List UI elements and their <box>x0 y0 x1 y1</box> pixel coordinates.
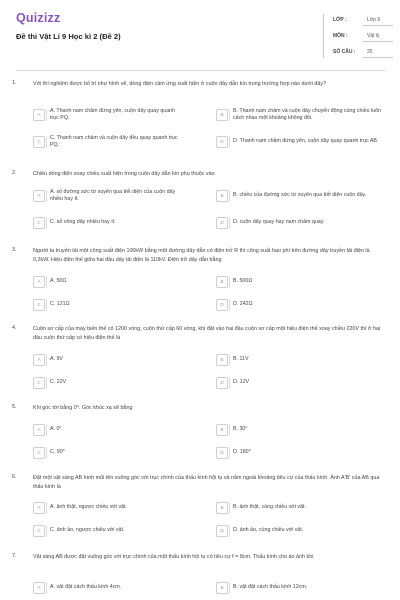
meta-question-count <box>333 46 393 58</box>
option-b[interactable] <box>216 273 388 291</box>
header-divider <box>16 70 385 71</box>
option-c[interactable] <box>33 296 183 314</box>
meta-class-label: LỚP : <box>333 17 347 23</box>
option-text: B. Thanh nam châm và cuộn dây chuyển động cùng chiều luôn cách nhau một khoảng không đổi. <box>233 107 382 121</box>
option-d[interactable] <box>216 133 388 151</box>
question-text: Với thí nghiệm được bố trí như hình vẽ, dòng điện cảm ứng xuất hiện ở cuộn dây dẫn kín trong trường hợp nào dưới đây? <box>33 81 327 87</box>
option-c[interactable] <box>33 133 183 151</box>
option-letter-box: C <box>33 447 45 459</box>
option-text: D. cuộn dây quay hay nam châm quay. <box>233 219 325 226</box>
option-c[interactable] <box>33 522 183 540</box>
option-letter-box: D <box>216 217 228 229</box>
option-letter-box: A <box>33 354 45 366</box>
option-text: A. vật đặt cách thấu kính 4cm. <box>50 584 122 591</box>
meta-divider <box>323 14 324 58</box>
option-d[interactable] <box>216 444 388 462</box>
option-text: B. ảnh thật, cùng chiều với vật. <box>233 504 306 511</box>
worksheet-header <box>0 0 400 66</box>
meta-subject-value: Vật lý <box>367 33 380 39</box>
question-number: 4. <box>12 325 17 331</box>
option-letter-box: D <box>216 136 228 148</box>
option-letter-box: C <box>33 525 45 537</box>
meta-underline <box>363 57 393 58</box>
option-d[interactable] <box>216 522 388 540</box>
option-letter-box: C <box>33 136 45 148</box>
option-text: C. số vòng dây nhiều hay ít. <box>50 219 116 226</box>
option-a[interactable] <box>33 421 183 439</box>
option-letter-box: A <box>33 276 45 288</box>
option-text: D. 242Ω <box>233 301 253 308</box>
option-d[interactable] <box>216 214 388 232</box>
meta-class-value: Lớp 9 <box>367 17 381 23</box>
option-text: A. ảnh thật, ngược chiều với vật. <box>50 504 128 511</box>
option-letter-box: B <box>216 424 228 436</box>
option-letter-box: A <box>33 190 45 202</box>
question-number: 6. <box>12 474 17 480</box>
meta-subject <box>333 30 393 42</box>
option-text: B. 30° <box>233 426 248 433</box>
question-number: 3. <box>12 247 17 253</box>
option-b[interactable] <box>216 579 388 597</box>
question-text: Khi góc tới bằng 0°. Góc khúc xạ sẽ bằng <box>33 405 133 411</box>
option-text: A. số đường sức từ xuyên qua tiết diện của cuộn dây nhiều hay ít. <box>50 188 176 202</box>
option-letter-box: D <box>216 447 228 459</box>
option-letter-box: B <box>216 502 228 514</box>
option-letter-box: C <box>33 299 45 311</box>
option-text: C. ảnh ảo, ngược chiều với vật. <box>50 527 125 534</box>
option-text: C. 22V <box>50 379 67 386</box>
question-number: 5. <box>12 404 17 410</box>
option-text: D. ảnh ảo, cùng chiều với vật. <box>233 527 304 534</box>
option-text: A. 9V <box>50 356 63 363</box>
option-b[interactable] <box>216 106 388 124</box>
option-b[interactable] <box>216 187 388 205</box>
meta-count-value: 25 <box>367 49 373 55</box>
meta-class <box>333 14 393 26</box>
option-letter-box: A <box>33 424 45 436</box>
option-text: D. 12V <box>233 379 250 386</box>
option-letter-box: D <box>216 525 228 537</box>
meta-underline <box>363 25 393 26</box>
question-text: Đặt một vật sáng AB hình mũi tên vuông góc với trục chính của thấu kính hội tụ và nằm ngoài khoảng tiêu cự của thấu kính. Ảnh A'B' của AB qua thấu kính là <box>33 475 380 490</box>
option-text: C. 90° <box>50 449 65 456</box>
question-number: 7. <box>12 553 17 559</box>
meta-underline <box>363 41 393 42</box>
option-text: C. Thanh nam châm và cuộn dây đều quay quanh trục PQ. <box>50 134 178 148</box>
option-letter-box: B <box>216 109 228 121</box>
option-letter-box: A <box>33 502 45 514</box>
page-title: Đề thi Vật Lí 9 Học kì 2 (Đề 2) <box>16 32 121 41</box>
option-letter-box: A <box>33 109 45 121</box>
question-number: 2. <box>12 170 17 176</box>
meta-count-label: SỐ CÂU : <box>333 49 356 55</box>
option-letter-box: A <box>33 582 45 594</box>
option-text: B. 500Ω <box>233 278 253 285</box>
option-text: A. 50Ω <box>50 278 67 285</box>
question-text: Vật sáng AB được đặt vuông góc với trục chính của một thấu kính hội tụ có tiêu cự f = 8cm. Thấu kính cho ảo ảnh khi <box>33 554 314 560</box>
option-d[interactable] <box>216 374 388 392</box>
option-a[interactable] <box>33 351 183 369</box>
meta-subject-label: MÔN : <box>333 33 348 39</box>
option-text: A. Thanh nam châm đứng yên, cuộn dây quay quanh trục PQ. <box>50 107 176 121</box>
quizizz-logo: Quizizz <box>16 11 61 25</box>
option-letter-box: D <box>216 299 228 311</box>
option-a[interactable] <box>33 499 183 517</box>
option-letter-box: C <box>33 217 45 229</box>
option-letter-box: D <box>216 377 228 389</box>
option-text: D. 180° <box>233 449 251 456</box>
option-text: A. 0° <box>50 426 62 433</box>
option-a[interactable] <box>33 187 183 205</box>
option-text: B. 11V <box>233 356 249 363</box>
question-text: Cuộn sơ cấp của máy biến thế có 1200 vòng, cuộn thứ cấp 60 vòng, khi đặt vào hai đầu cuộn sơ cấp một hiệu điện thế xoay chiều 220V thì ở hai đầu cuộn thứ cấp có hiệu điện thế là <box>33 326 381 341</box>
option-text: B. chiều của đường sức từ xuyên qua tiết diện cuộn dây. <box>233 192 367 199</box>
option-letter-box: B <box>216 582 228 594</box>
question-text: Chiều dòng điện xoay chiều xuất hiện trong cuộn dây dẫn kín phụ thuộc vào <box>33 171 215 177</box>
option-a[interactable] <box>33 273 183 291</box>
option-c[interactable] <box>33 214 183 232</box>
option-c[interactable] <box>33 444 183 462</box>
question-number: 1. <box>12 80 17 86</box>
option-b[interactable] <box>216 351 388 369</box>
question-text: Người ta truyền tải một công suất điện 100kW bằng một đường dây dẫn có điện trở R thì công suất hao phí trên đường dây truyền tải điện là 0,2kW. Hiệu điện thế giữa hai đầu dây tải điện là 110kV. Điện trở dây dẫn bằng <box>33 248 370 263</box>
option-b[interactable] <box>216 421 388 439</box>
option-letter-box: B <box>216 276 228 288</box>
option-a[interactable] <box>33 579 183 597</box>
option-c[interactable] <box>33 374 183 392</box>
option-text: D. Thanh nam châm đứng yên, cuộn dây quay quanh trục AB. <box>233 138 379 145</box>
option-letter-box: B <box>216 190 228 202</box>
option-a[interactable] <box>33 106 183 124</box>
option-letter-box: C <box>33 377 45 389</box>
option-text: C. 121Ω <box>50 301 70 308</box>
option-d[interactable] <box>216 296 388 314</box>
option-b[interactable] <box>216 499 388 517</box>
option-letter-box: B <box>216 354 228 366</box>
option-text: B. vật đặt cách thấu kính 12cm. <box>233 584 308 591</box>
